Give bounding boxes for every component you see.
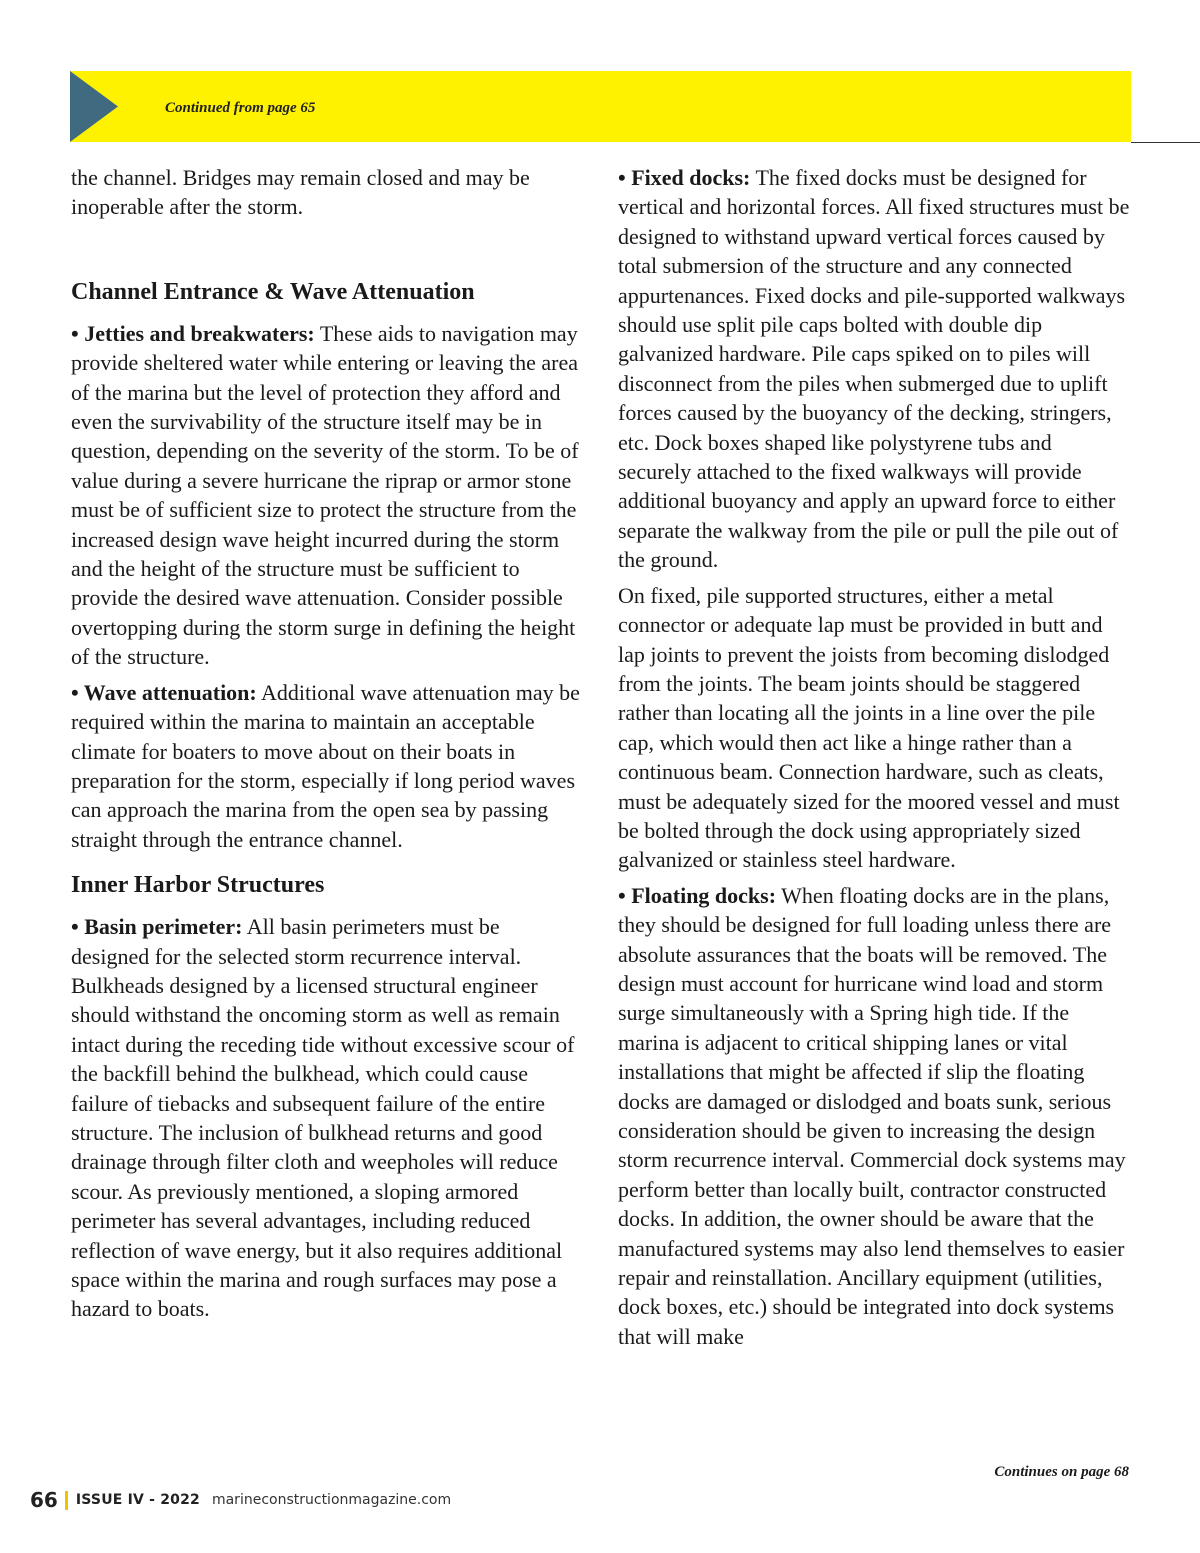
section-heading-inner-harbor: Inner Harbor Structures (71, 872, 325, 899)
wave-attenuation-text: Additional wave attenuation may be required within the marina to maintain an acceptable climate for boaters to move about on their boats in preparation for the storm, especially if long period waves can approach the marina from the open sea by passing straight through the entrance channel. (71, 679, 580, 852)
wave-attenuation-label: • Wave attenuation: (71, 679, 257, 705)
page-footer (30, 1485, 451, 1515)
issue-label: ISSUE IV - 2022 (75, 1492, 200, 1508)
intro-paragraph: the channel. Bridges may remain closed and may be inoperable after the storm. (71, 165, 530, 220)
floating-docks-label: • Floating docks: (618, 882, 777, 908)
basin-perimeter-label: • Basin perimeter: (71, 914, 243, 940)
page-number: 66 (30, 1488, 58, 1512)
arrow-icon (70, 71, 118, 142)
pile-structures-paragraph: On fixed, pile supported structures, either a metal connector or adequate lap must be provided in butt and lap joints to prevent the joists from becoming dislodged from the joints. The beam joints should be staggered rather than locating all the joints in a line over the pile cap, which would then act like a hinge rather than a continuous beam. Connection hardware, such as cleats, must be adequately sized for the moored vessel and must be bolted through the dock using appropriately sized galvanized or stainless steel hardware. (618, 582, 1120, 873)
website-link[interactable]: marineconstructionmagazine.com (211, 1492, 452, 1508)
basin-perimeter-text: All basin perimeters must be designed for the selected storm recurrence interval. Bulkheads designed by a licensed structural engineer should withstand the oncoming storm as well as remain intact during the receding tide without excessive scour of the backfill behind the bulkhead, which could cause failure of tiebacks and subsequent failure of the entire structure. The inclusion of bulkhead returns and good drainage through filter cloth and weepholes will reduce scour. As previously mentioned, a sloping armored perimeter has several advantages, including reduced reflection of wave energy, but it also requires additional space within the marina and rough surfaces may pose a hazard to boats. (71, 914, 575, 1322)
section-heading-channel-entrance: Channel Entrance & Wave Attenuation (71, 278, 475, 305)
jetties-text: These aids to navigation may provide sheltered water while entering or leaving the area of the marina but the level of protection they afford and even the survivability of the structure itself may be in question, depending on the severity of the storm. To be of value during a severe hurricane the riprap or armor stone must be of sufficient size to protect the structure from the increased design wave height incurred during the storm and the height of the structure must be sufficient to provide the desired wave attenuation. Consider possible overtopping during the storm surge in defining the height of the structure. (71, 320, 579, 670)
jetties-label: • Jetties and breakwaters: (71, 320, 315, 346)
continues-on-label: Continues on page 68 (994, 1464, 1129, 1480)
continued-from-label: Continued from page 65 (165, 100, 316, 116)
continued-banner (70, 71, 1131, 142)
fixed-docks-label: • Fixed docks: (618, 165, 751, 190)
wave-attenuation-paragraph (71, 678, 583, 854)
jetties-paragraph (71, 319, 583, 672)
floating-docks-text: When floating docks are in the plans, they should be designed for full loading unless there are absolute assurances that the boats will be removed. The design must account for hurricane wind load and storm surge simultaneously with a Spring high tide. If the marina is adjacent to critical shipping lanes or vital installations that might be affected if slip the floating docks are damaged or dislodged and boats sunk, serious consideration should be given to increasing the design storm recurrence interval. Commercial dock systems may perform better than locally built, contractor constructed docks. In addition, the owner should be aware that the manufactured systems may also lend themselves to easier repair and reinstallation. Ancillary equipment (utilities, dock boxes, etc.) should be integrated into dock systems that will make (618, 882, 1126, 1349)
footer-divider (65, 1491, 68, 1510)
right-column (618, 163, 1130, 1357)
fixed-docks-paragraph (618, 163, 1130, 575)
fixed-docks-text: The fixed docks must be designed for vertical and horizontal forces. All fixed structures must be designed to withstand upward vertical forces caused by total submersion of the structure and any connected appurtenances. Fixed docks and pile-supported walkways should use split pile caps bolted with double dip galvanized hardware. Pile caps spiked on to piles will disconnect from the piles when submerged due to uplift forces caused by the buoyancy of the decking, stringers, etc. Dock boxes shaped like polystyrene tubs and securely attached to the fixed walkways will provide additional buoyancy and apply an upward force to either separate the walkway from the pile or pull the pile out of the ground. (618, 165, 1130, 573)
left-column (71, 163, 583, 1330)
floating-docks-paragraph (618, 881, 1130, 1352)
basin-perimeter-paragraph (71, 912, 583, 1324)
header-rule (1131, 142, 1200, 143)
